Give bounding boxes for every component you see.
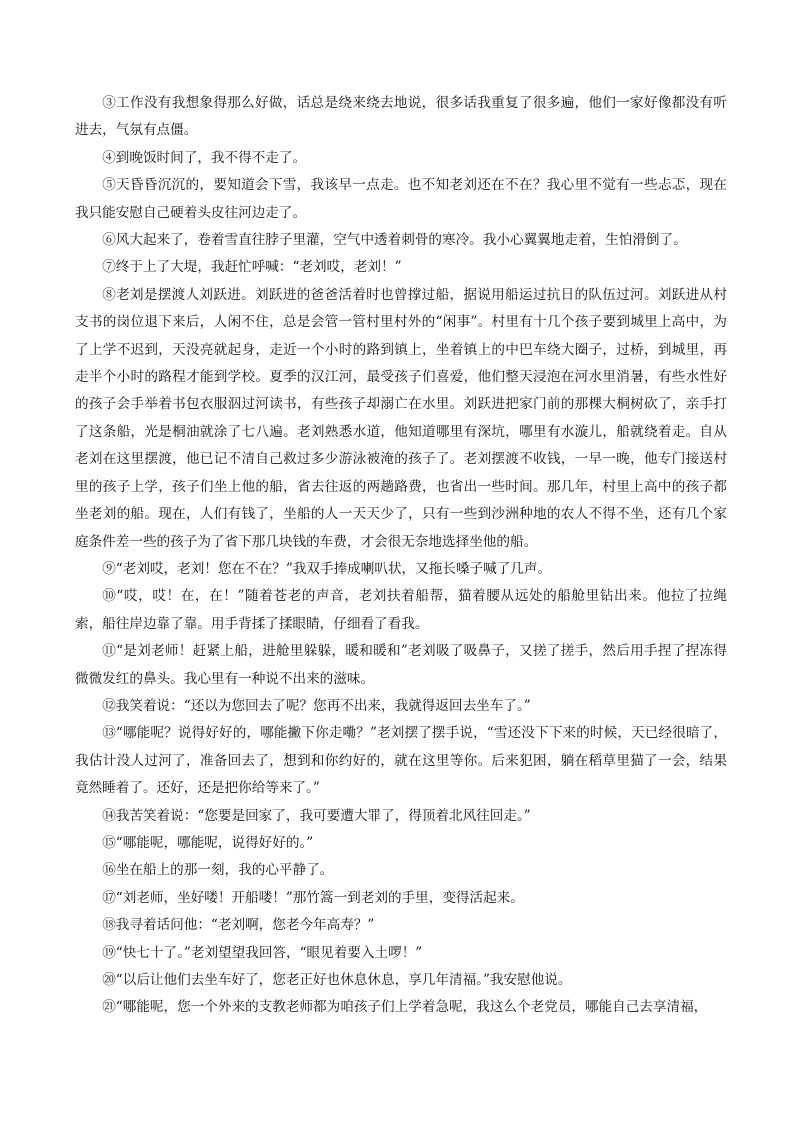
paragraph-5: ⑤天昏昏沉沉的，要知道会下雪，我该早一点走。也不知老刘还在不在？我心里不觉有一些忐忑，现在我只能安慰自己硬着头皮往河边走了。: [75, 177, 727, 221]
paragraph-11: ⑪“是刘老师！赶紧上船，进舱里躲躲，暖和暖和”老刘吸了吸鼻子，又搓了搓手，然后用手捏了捏冻得微微发红的鼻头。我心里有一种说不出来的滋味。: [75, 643, 727, 687]
paragraph-15: ⑮“哪能呢，哪能呢，说得好好的。”: [102, 834, 314, 851]
paragraph-17: ⑰“刘老师，坐好喽！开船喽！”那竹篙一到老刘的手里，变得活起来。: [102, 889, 524, 906]
paragraph-20: ⑳“以后让他们去坐车好了，您老正好也休息休息，享几年清福。”我安慰他说。: [102, 972, 572, 988]
paragraph-7: ⑦终于上了大堤，我赶忙呼喊：“老刘哎，老刘！”: [102, 259, 402, 276]
paragraph-8: ⑧老刘是摆渡人刘跃进。刘跃进的爸爸活着时也曾撑过船，据说用船运过抗日的队伍过河。刘跃进从村支书的岗位退下来后，人闲不住，总是会管一管村里村外的“闲事”。村里有十几个孩子要到城里上高中，为了上学不迟到，天没亮就起身，走近一个小时的路到镇上，坐着镇上的中巴车绕大圈子，过桥，到城里，再走半个小时的路程才能到学校。夏季的汉江河，最受孩子们喜爱，他们整天浸泡在河水里消暑，有些水性好的孩子会手举着书包衣服泅过河读书，有些孩子却溺亡在水里。刘跃进把家门前的那棵大桐树砍了，亲手打了这条船，光是桐油就涂了七八遍。老刘熟悉水道，他知道哪里有深坑，哪里有水漩儿，船就绕着走。自从老刘在这里摆渡，他已记不清自己救过多少游泳被淹的孩子了。老刘摆渡不收钱，一早一晚，他专门接送村里的孩子上学，孩子们坐上他的船，省去往返的两趟路费，也省出一些时间。那几年，村里上高中的孩子都坐老刘的船。现在，人们有钱了，坐船的人一天天少了，只有一些到沙洲种地的农人不得不坐，还有几个家庭条件差一些的孩子为了省下那几块钱的车费，才会很无奈地选择坐他的船。: [75, 286, 727, 550]
paragraph-9: ⑨“老刘哎，老刘！您在不在？”我双手捧成喇叭状，又拖长嗓子喊了几声。: [102, 560, 552, 577]
paragraph-10: ⑩“哎，哎！在，在！”随着苍老的声音，老刘扶着船帮，猫着腰从远处的船舱里钻出来。他拉了拉绳索，船往岸边靠了靠。用手背揉了揉眼睛，仔细看了看我。: [75, 588, 727, 632]
paragraph-18: ⑱我寻着话问他：“老刘啊，您老今年高寿？”: [102, 917, 375, 934]
paragraph-4: ④到晚饭时间了，我不得不走了。: [102, 149, 307, 166]
paragraph-6: ⑥风大起来了，卷着雪直往脖子里灌，空气中透着刺骨的寒冷。我小心翼翼地走着，生怕滑倒了。: [102, 232, 687, 249]
paragraph-3: ③工作没有我想象得那么好做，话总是绕来绕去地说，很多话我重复了很多遍，他们一家好像都没有听进去，气氛有点僵。: [75, 95, 727, 139]
paragraph-19: ⑲“快七十了。”老刘望望我回答，“眼见着要入土啰！”: [102, 944, 423, 961]
paragraph-13: ⑬“哪能呢？说得好好的，哪能撇下你走嘞？”老刘摆了摆手说，“雪还没下下来的时候，天已经很暗了，我估计没人过河了，准备回去了，想到和你约好的，就在这里等你。后来犯困，躺在稻草里猫了一会，结果竟然睡着了。还好，还是把你给等来了。”: [75, 725, 727, 797]
paragraph-12: ⑫我笑着说：“还以为您回去了呢？您再不出来，我就得返回去坐车了。”: [102, 697, 531, 714]
paragraph-16: ⑯坐在船上的那一刻，我的心平静了。: [102, 862, 334, 879]
paragraph-14: ⑭我苦笑着说：“您要是回家了，我可要遭大罪了，得顶着北风往回走。”: [102, 807, 531, 824]
paragraph-21: ㉑“哪能呢，您一个外来的支教老师都为咱孩子们上学着急呢，我这么个老党员，哪能自己去享清福，: [102, 999, 708, 1016]
document-page: [75, 90, 727, 1022]
